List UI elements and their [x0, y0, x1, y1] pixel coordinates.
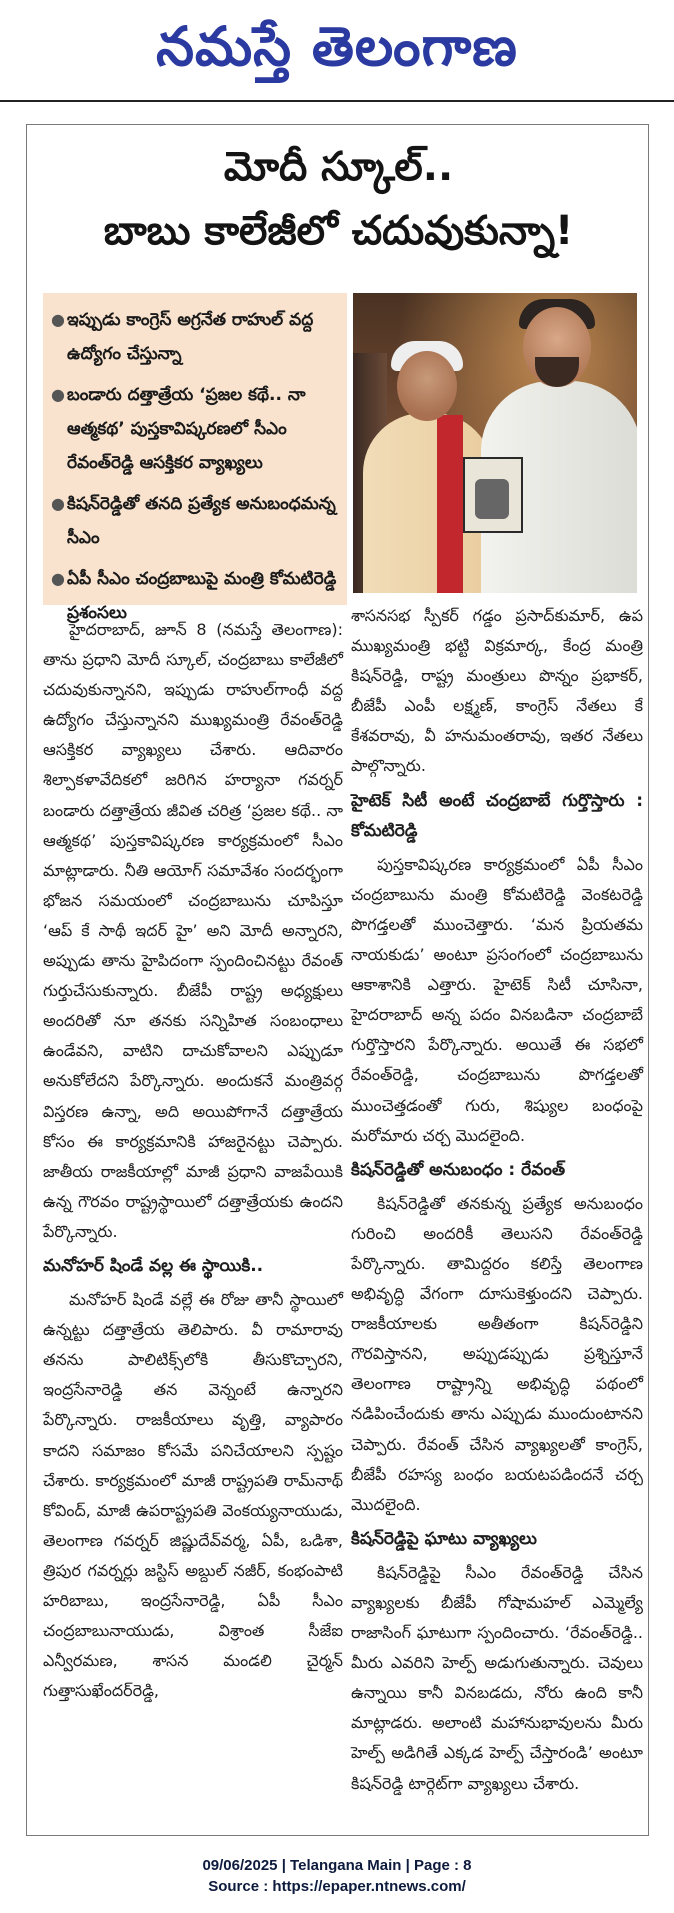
article-column-right — [351, 601, 643, 1799]
masthead-divider — [0, 100, 674, 102]
article-subheading: మనోహర్ షిండే వల్ల ఈ స్థాయికి.. — [43, 1255, 264, 1276]
article-paragraph: పుస్తకావిష్కరణ కార్యక్రమంలో ఏపీ సీఎం చంద్రబాబును మంత్రి కోమటిరెడ్డి వెంకటరెడ్డి పొగడ్తలతో ముంచెత్తారు. ‘మన ప్రియతమ నాయకుడు’ అంటూ ప్రసంగంలో చంద్రబాబును ఆకాశానికి ఎత్తారు. హైటెక్ సిటీ చూసినా, హైదరాబాద్ అన్న పదం వినబడినా చంద్రబాబే గుర్తొస్తారని పేర్కొన్నారు. అయితే ఈ సభలో రేవంత్‌రెడ్డి, చంద్రబాబును పొగడ్తలతో ముంచెత్తడంతో గురు, శిష్యుల బంధంపై మరోమారు చర్చ మొదలైంది. — [351, 854, 643, 1145]
highlight-item — [51, 487, 341, 555]
highlight-item — [51, 303, 341, 371]
footer-date-page: 09/06/2025 | Telangana Main | Page : 8 — [202, 1857, 472, 1874]
article-subheading: హైటెక్ సిటీ అంటే చంద్రబాబే గుర్తొస్తారు : కోమటిరెడ్డి — [351, 790, 643, 841]
highlight-item — [51, 378, 341, 480]
highlights-box — [43, 293, 347, 623]
article-column-left — [43, 615, 343, 1706]
article-subheading: కిషన్‌రెడ్డితో అనుబంధం : రేవంత్ — [351, 1159, 566, 1180]
article-subheading: కిషన్‌రెడ్డిపై ఘాటు వ్యాఖ్యలు — [351, 1528, 537, 1549]
article-photo — [353, 293, 637, 593]
highlight-text: కిషన్‌రెడ్డితో తనది ప్రత్యేక అనుబంధమన్న సీఎం — [67, 494, 336, 548]
article-paragraph: శాసనసభ స్పీకర్ గడ్డం ప్రసాద్‌కుమార్, ఉప ముఖ్యమంత్రి భట్టి విక్రమార్క, కేంద్ర మంత్రి కిషన్‌రెడ్డి, రాష్ట్ర మంత్రులు పొన్నం ప్రభాకర్, బీజేపీ ఎంపీ లక్ష్మణ్, కాంగ్రెస్ నేతలు కే కేశవరావు, వీ హనుమంతరావు, ఇతర నేతలు పాల్గొన్నారు. — [351, 606, 643, 776]
bullet-icon: ● — [51, 385, 65, 404]
article-paragraph: కిషన్‌రెడ్డిపై సీఎం రేవంత్‌రెడ్డి చేసిన వ్యాఖ్యలకు బీజేపీ గోషామహల్ ఎమ్మెల్యే రాజాసింగ్ ఘాటుగా స్పందించారు. ‘రేవంత్‌రెడ్డి.. మీరు ఎవరిని హెల్ప్ అడుగుతున్నారు. చెవులు ఉన్నాయి కానీ వినబడదు, నోరు ఉంది కానీ మాట్లాడరు. అలాంటి మహానుభావులను మీరు హెల్ప్ అడిగితే ఎక్కడ హెల్ప్ చేస్తారండి’ అంటూ కిషన్‌రెడ్డి టార్గెట్‌గా వ్యాఖ్యలు చేశారు. — [351, 1562, 643, 1793]
highlight-text: ఇప్పుడు కాంగ్రెస్ అగ్రనేత రాహుల్ వద్ద ఉద్యోగం చేస్తున్నా — [67, 310, 314, 364]
bullet-icon: ● — [51, 310, 65, 329]
article-paragraph: హైదరాబాద్, జూన్ 8 (నమస్తే తెలంగాణ): తాను ప్రధాని మోదీ స్కూల్, చంద్రబాబు కాలేజీలో చదువుకున్నానని, ఇప్పుడు రాహుల్‌గాంధీ వద్ద ఉద్యోగం చేస్తున్నానని ముఖ్యమంత్రి రేవంత్‌రెడ్డి ఆసక్తికర వ్యాఖ్యలు చేశారు. ఆదివారం శిల్పాకళావేదికలో జరిగిన హర్యానా గవర్నర్ బండారు దత్తాత్రేయ జీవిత చరిత్ర ‘ప్రజల కథే.. నా ఆత్మకథ’ పుస్తకావిష్కరణ కార్యక్రమంలో సీఎం మాట్లాడారు. నీతి ఆయోగ్ సమావేశం సందర్భంగా భోజన సమయంలో చంద్రబాబును చూపిస్తూ ‘ఆప్ కే సాథీ ఇదర్ హై’ అని మోదీ అన్నారని, అప్పుడు తాను హైపిదంగా స్పందించినట్టు రేవంత్ గుర్తుచేసుకున్నారు. బీజేపీ రాష్ట్ర అధ్యక్షులు అందరితో నూ తనకు సన్నిహిత సంబంధాలు ఉండేవని, వాటిని దాచుకోవాలని ఎప్పుడూ అనుకోలేదని పేర్కొన్నారు. అందుకనే మంత్రివర్గ విస్తరణ ఉన్నా, అది అయిపోగానే దత్తాత్రేయ కోసం ఈ కార్యక్రమానికి హాజరైనట్టు చెప్పారు. జాతీయ రాజకీయాల్లో మాజీ ప్రధాని వాజపేయికి ఉన్న గౌరవం రాష్ట్రస్థాయిలో దత్తాత్రేయకు ఉందని పేర్కొన్నారు. — [43, 620, 343, 1241]
book-image — [463, 457, 523, 533]
headline-line-1: మోదీ స్కూల్.. — [223, 144, 454, 190]
article-paragraph: మనోహర్ షిండే వల్లే ఈ రోజు తానీ స్థాయిలో ఉన్నట్టు దత్తాత్రేయ తెలిపారు. వీ రామారావు తనను పాలిటిక్స్‌లోకి తీసుకొచ్చారని, ఇంద్రసేనారెడ్డి తన వెన్నంటే ఉన్నారని పేర్కొన్నారు. రాజకీయాలు వృత్తి, వ్యాపారం కాదని సమాజం కోసమే పనిచేయాలని స్పష్టం చేశారు. కార్యక్రమంలో మాజీ రాష్ట్రపతి రామ్‌నాథ్ కోవింద్, మాజీ ఉపరాష్ట్రపతి వెంకయ్యనాయుడు, తెలంగాణ గవర్నర్ జిష్ణుదేవ్‌వర్మ, ఏపీ, ఒడిశా, త్రిపుర గవర్నర్లు జస్టిస్ అబ్దుల్ నజీర్, కంభంపాటి హరిబాబు, ఇంద్రసేనారెడ్డి, ఏపీ సీఎం చంద్రబాబునాయుడు, విశ్రాంత సీజేఐ ఎన్వీరమణ, శాసన మండలి చైర్మన్ గుత్తాసుఖేందర్‌రెడ్డి, — [43, 1290, 343, 1701]
highlight-text: ఏపీ సీఎం చంద్రబాబుపై మంత్రి కోమటిరెడ్డి ప్రశంసలు — [67, 569, 337, 623]
article-paragraph: కిషన్‌రెడ్డితో తనకున్న ప్రత్యేక అనుబంధం గురించి అందరికీ తెలుసని రేవంత్‌రెడ్డి పేర్కొన్నారు. తామిద్దరం కలిస్తే తెలంగాణ అభివృద్ధి వేగంగా దూసుకెళ్తుందని చెప్పారు. రాజకీయాలకు అతీతంగా కిషన్‌రెడ్డిని గౌరవిస్తానని, అప్పుడప్పుడు ప్రశ్నిస్తూనే తెలంగాణ రాష్ట్రాన్ని అభివృద్ధి పథంలో నడిపించేందుకు తాను ఎప్పుడు ముందుంటానని చెప్పారు. రేవంత్ చేసిన వ్యాఖ్యలతో కాంగ్రెస్, బీజేపీ రహస్య బంధం బయటపడిందనే చర్చ మొదలైంది. — [351, 1193, 643, 1514]
bullet-icon: ● — [51, 494, 65, 513]
masthead-logo: నమస్తే తెలంగాణ — [156, 15, 518, 78]
headline-line-2: బాబు కాలేజీలో చదువుకున్నా! — [103, 208, 574, 254]
highlight-text: బండారు దత్తాత్రేయ ‘ప్రజల కథే.. నా ఆత్మకథ’ పుస్తకావిష్కరణలో సీఎం రేవంత్‌రెడ్డి ఆసక్తికర వ్యాఖ్యలు — [67, 385, 306, 473]
bullet-icon: ● — [51, 569, 65, 588]
article-clipping — [26, 124, 649, 1836]
footer-source-link[interactable]: Source : https://epaper.ntnews.com/ — [208, 1878, 466, 1895]
